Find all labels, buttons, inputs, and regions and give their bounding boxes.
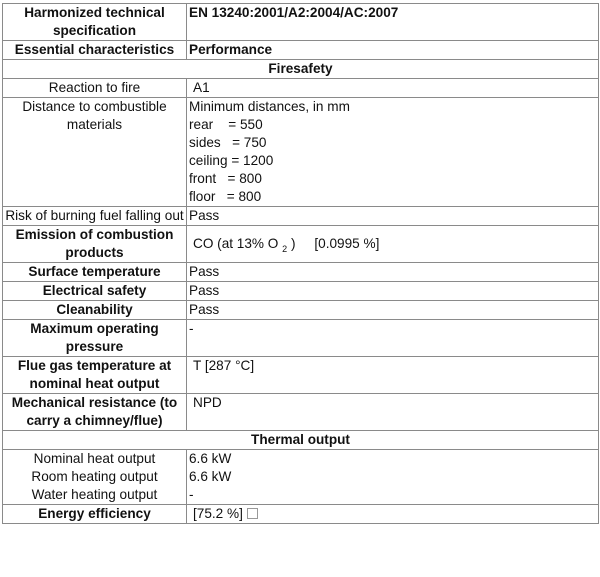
table-row bbox=[3, 450, 599, 505]
table-row bbox=[3, 263, 599, 282]
emission-co: CO (at 13% O bbox=[193, 235, 279, 251]
distance-label: Distance to combustible materials bbox=[3, 98, 187, 207]
table-row bbox=[3, 98, 599, 207]
flue-value: T [287 °C] bbox=[187, 357, 599, 394]
efficiency-label: Energy efficiency bbox=[3, 505, 187, 524]
room-value: 6.6 kW bbox=[189, 469, 232, 484]
cleanability-value: Pass bbox=[187, 301, 599, 320]
table-row bbox=[3, 4, 599, 41]
performance-table bbox=[2, 3, 599, 524]
mechanical-label: Mechanical resistance (to carry a chimney/flue) bbox=[3, 394, 187, 431]
spec-label: Harmonized technical specification bbox=[3, 4, 187, 41]
distance-front: front = 800 bbox=[189, 171, 262, 186]
table-row bbox=[3, 207, 599, 226]
section-row bbox=[3, 60, 599, 79]
distance-floor: floor = 800 bbox=[189, 189, 262, 204]
performance-label: Performance bbox=[187, 41, 599, 60]
water-value: - bbox=[189, 487, 194, 502]
table-row bbox=[3, 301, 599, 320]
distance-values bbox=[187, 98, 599, 207]
surface-label: Surface temperature bbox=[3, 263, 187, 282]
nominal-value: 6.6 kW bbox=[189, 451, 232, 466]
distance-sides: sides = 750 bbox=[189, 135, 267, 150]
distance-rear: rear = 550 bbox=[189, 117, 263, 132]
cleanability-label: Cleanability bbox=[3, 301, 187, 320]
pressure-label: Maximum operating pressure bbox=[3, 320, 187, 357]
table-row bbox=[3, 282, 599, 301]
emission-value-cell bbox=[187, 226, 599, 263]
water-label: Water heating output bbox=[31, 487, 158, 502]
efficiency-value: [75.2 %] bbox=[193, 506, 243, 521]
table-row bbox=[3, 226, 599, 263]
emission-subscript: 2 bbox=[282, 243, 288, 254]
table-row bbox=[3, 505, 599, 524]
table-row bbox=[3, 79, 599, 98]
electrical-label: Electrical safety bbox=[3, 282, 187, 301]
table-row bbox=[3, 357, 599, 394]
efficiency-value-cell bbox=[187, 505, 599, 524]
firesafety-title: Firesafety bbox=[3, 60, 599, 79]
section-row bbox=[3, 431, 599, 450]
reaction-value: A1 bbox=[187, 79, 599, 98]
surface-value: Pass bbox=[187, 263, 599, 282]
emission-value: [0.0995 %] bbox=[314, 235, 380, 251]
nominal-label: Nominal heat output bbox=[33, 451, 156, 466]
thermal-values bbox=[187, 450, 599, 505]
emission-label: Emission of combustion products bbox=[3, 226, 187, 263]
emission-tail: ) bbox=[290, 235, 296, 251]
table-row bbox=[3, 320, 599, 357]
pressure-value: - bbox=[187, 320, 599, 357]
reaction-label: Reaction to fire bbox=[3, 79, 187, 98]
thermal-title: Thermal output bbox=[3, 431, 599, 450]
flue-label: Flue gas temperature at nominal heat output bbox=[3, 357, 187, 394]
essential-label: Essential characteristics bbox=[3, 41, 187, 60]
checkbox-icon bbox=[247, 508, 258, 519]
mechanical-value: NPD bbox=[187, 394, 599, 431]
burning-label: Risk of burning fuel falling out bbox=[3, 207, 187, 226]
spec-value: EN 13240:2001/A2:2004/AC:2007 bbox=[187, 4, 599, 41]
electrical-value: Pass bbox=[187, 282, 599, 301]
room-label: Room heating output bbox=[31, 469, 158, 484]
table-row bbox=[3, 41, 599, 60]
table-row bbox=[3, 394, 599, 431]
thermal-labels bbox=[3, 450, 187, 505]
distance-intro: Minimum distances, in mm bbox=[189, 99, 350, 114]
distance-ceiling: ceiling = 1200 bbox=[189, 153, 274, 168]
burning-value: Pass bbox=[187, 207, 599, 226]
